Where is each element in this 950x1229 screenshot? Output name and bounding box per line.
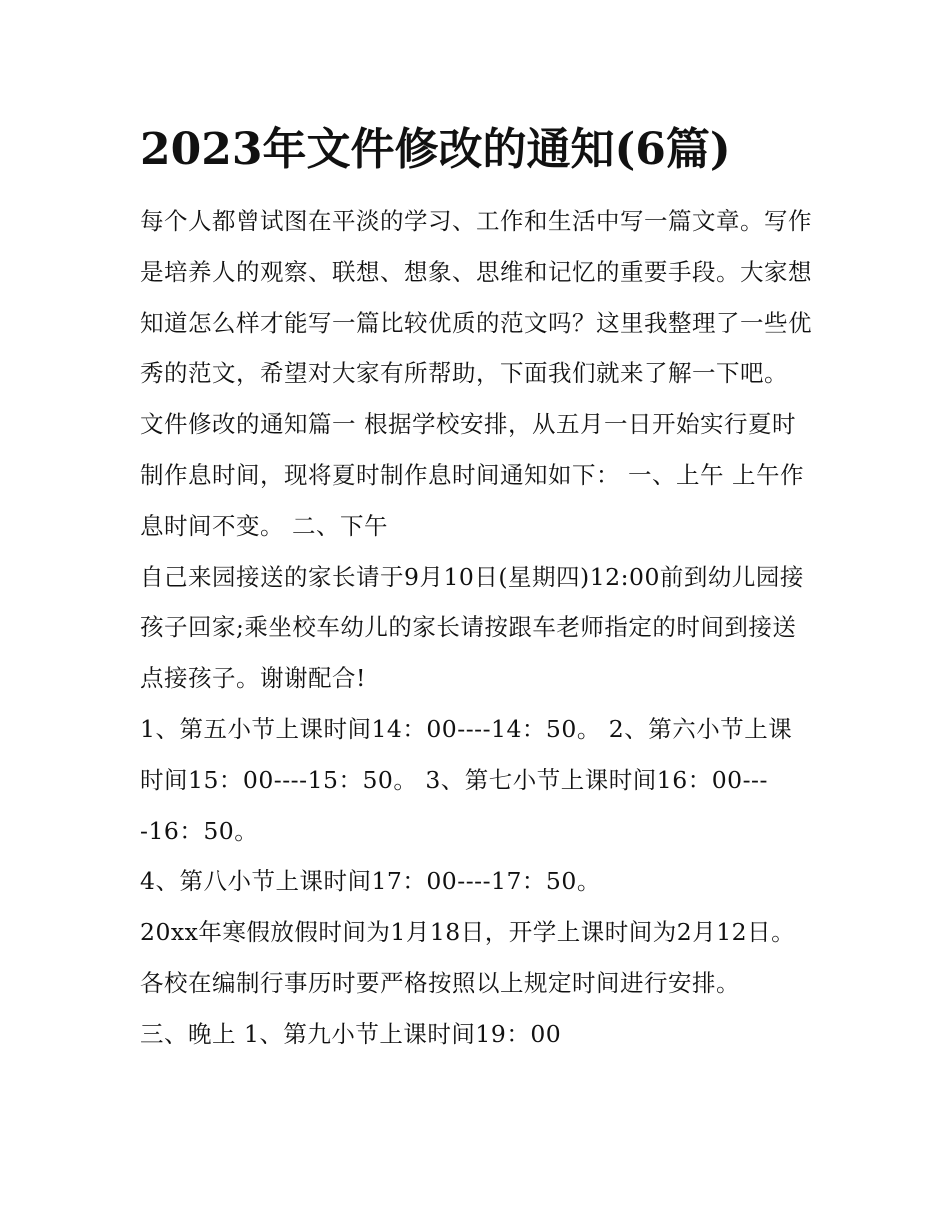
pickup-paragraph: 自己来园接送的家长请于9月10日(星期四)12:00前到幼儿园接孩子回家;乘坐校车幼儿的家长请按跟车老师指定的时间到接送点接孩子。谢谢配合! — [140, 562, 804, 693]
evening-paragraph: 三、晚上 1、第九小节上课时间19：00 — [140, 1019, 562, 1048]
document-title: 2023年文件修改的通知(6篇) — [140, 124, 731, 175]
schedule-paragraph-2: 4、第八小节上课时间17：00----17：50。 — [140, 867, 601, 896]
holiday-paragraph: 20xx年寒假放假时间为1月18日，开学上课时间为2月12日。各校在编制行事历时要严格按照以上规定时间进行安排。 — [140, 918, 796, 997]
intro-paragraph: 每个人都曾试图在平淡的学习、工作和生活中写一篇文章。写作是培养人的观察、联想、想象、思维和记忆的重要手段。大家想知道怎么样才能写一篇比较优质的范文吗？这里我整理了一些优秀的范文，希望对大家有所帮助，下面我们就来了解一下吧。 — [140, 207, 812, 388]
schedule-paragraph-1: 1、第五小节上课时间14：00----14：50。 2、第六小节上课时间15：00----15：50。 3、第七小节上课时间16：00----16：50。 — [140, 714, 793, 845]
notice-paragraph-1: 文件修改的通知篇一 根据学校安排，从五月一日开始实行夏时制作息时间，现将夏时制作息时间通知如下： 一、上午 上午作息时间不变。 二、下午 — [140, 410, 804, 540]
